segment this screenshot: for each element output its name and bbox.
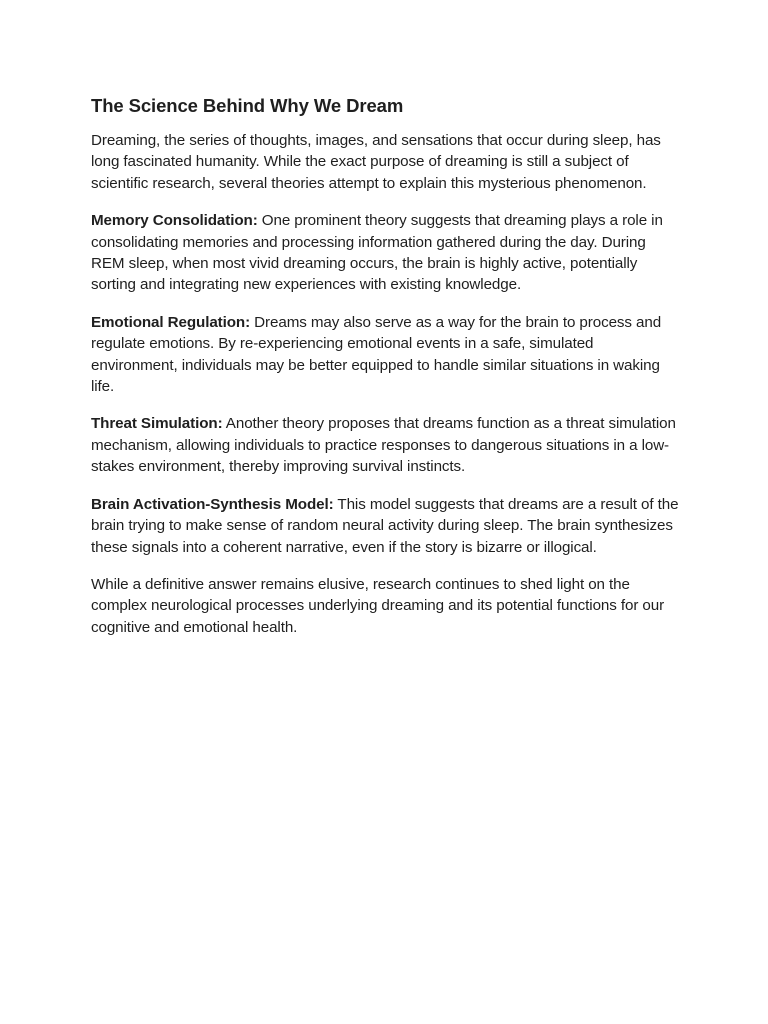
section-heading: Emotional Regulation: xyxy=(91,313,251,331)
section-heading: Threat Simulation: xyxy=(91,415,223,433)
section-memory-consolidation xyxy=(91,210,683,296)
conclusion-paragraph: While a definitive answer remains elusive, research continues to shed light on the complex neurological processes underlying dreaming and its potential functions for our cognitive and emotional health. xyxy=(91,575,665,636)
document-page xyxy=(91,94,683,654)
section-body: Dreams may also serve as a way for the brain to process and regulate emotions. By re-experiencing emotional events in a safe, simulated environment, individuals may be better equipped to handle similar situations in waking life. xyxy=(91,313,662,396)
section-threat-simulation xyxy=(91,413,683,477)
section-heading: Memory Consolidation: xyxy=(91,212,258,230)
section-body: Another theory proposes that dreams function as a threat simulation mechanism, allowing individuals to practice responses to dangerous situations in a low-stakes environment, thereby improving survival instincts. xyxy=(91,415,676,476)
section-heading: Brain Activation-Synthesis Model: xyxy=(91,495,334,513)
section-activation-synthesis xyxy=(91,494,683,558)
section-emotional-regulation xyxy=(91,312,683,398)
intro-paragraph: Dreaming, the series of thoughts, images, and sensations that occur during sleep, has long fascinated humanity. While the exact purpose of dreaming is still a subject of scientific research, several theories attempt to explain this mysterious phenomenon. xyxy=(91,132,661,192)
section-body: This model suggests that dreams are a result of the brain trying to make sense of random neural activity during sleep. The brain synthesizes these signals into a coherent narrative, even if the story is bizarre or illogical. xyxy=(91,495,679,556)
section-body: One prominent theory suggests that dreaming plays a role in consolidating memories and processing information gathered during the day. During REM sleep, when most vivid dreaming occurs, the brain is highly active, potentially sorting and integrating new experiences with existing knowledge. xyxy=(91,212,663,294)
document-title: The Science Behind Why We Dream xyxy=(91,95,404,116)
